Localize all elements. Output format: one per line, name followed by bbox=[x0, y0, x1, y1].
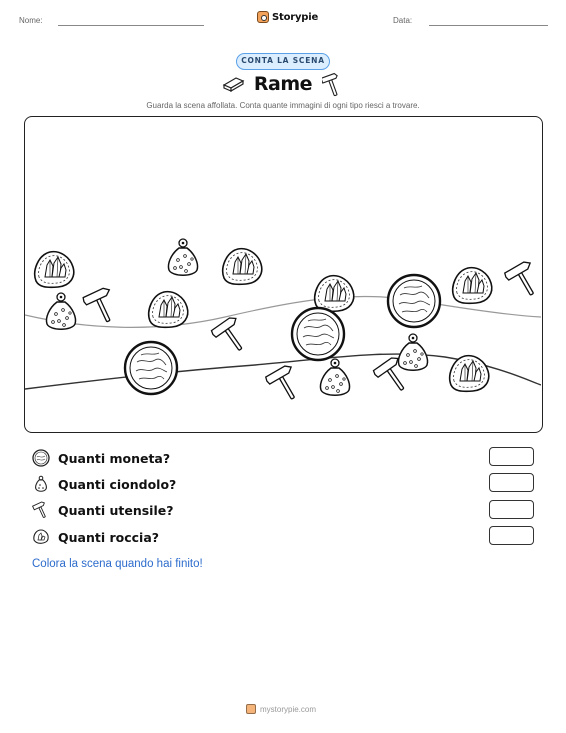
coin-item bbox=[125, 342, 177, 394]
rock-item bbox=[35, 252, 74, 288]
question-text: Quanti ciondolo? bbox=[58, 476, 177, 492]
pendant-item bbox=[320, 359, 349, 395]
pendant-icon bbox=[32, 475, 50, 493]
hammer-icon bbox=[322, 72, 342, 98]
storypie-logo-icon bbox=[246, 704, 256, 714]
name-label: Nome: bbox=[19, 16, 43, 25]
coin-icon bbox=[32, 449, 50, 467]
rock-item bbox=[453, 268, 492, 304]
coin-item bbox=[292, 308, 344, 360]
question-text: Quanti moneta? bbox=[58, 450, 171, 466]
rock-icon bbox=[32, 528, 50, 546]
page-title: Rame bbox=[253, 73, 313, 95]
counting-scene bbox=[24, 116, 543, 433]
date-label: Data: bbox=[393, 16, 413, 25]
question-row-coin bbox=[32, 448, 170, 468]
rock-item bbox=[223, 249, 262, 285]
hammer-item bbox=[265, 364, 305, 406]
footer bbox=[246, 704, 316, 714]
question-text: Quanti utensile? bbox=[58, 502, 174, 518]
hammer-item bbox=[82, 286, 121, 327]
pendant-item bbox=[168, 239, 197, 275]
storypie-logo-icon bbox=[257, 11, 269, 23]
rock-item bbox=[149, 292, 188, 328]
question-row-tool bbox=[32, 500, 173, 520]
coin-item bbox=[388, 275, 440, 327]
question-row-rock bbox=[32, 527, 159, 547]
hammer-item bbox=[211, 315, 252, 357]
name-field[interactable] bbox=[58, 25, 204, 26]
hammer-item bbox=[504, 260, 541, 302]
answer-box-pendant[interactable] bbox=[489, 473, 534, 492]
rock-item bbox=[315, 276, 354, 312]
answer-box-rock[interactable] bbox=[489, 526, 534, 545]
brand-name: Storypie bbox=[272, 11, 319, 23]
rock-item bbox=[450, 356, 489, 392]
footer-url[interactable]: mystorypie.com bbox=[260, 704, 317, 714]
question-row-pendant bbox=[32, 474, 176, 494]
question-text: Quanti roccia? bbox=[58, 529, 160, 545]
answer-box-tool[interactable] bbox=[489, 500, 534, 519]
pendant-item bbox=[46, 293, 75, 329]
brand bbox=[257, 11, 318, 23]
worksheet-badge: CONTA LA SCENA bbox=[236, 53, 330, 70]
answer-box-coin[interactable] bbox=[489, 447, 534, 466]
date-field[interactable] bbox=[429, 25, 548, 26]
coloring-note: Colora la scena quando hai finito! bbox=[32, 558, 203, 570]
instructions: Guarda la scena affollata. Conta quante immagini di ogni tipo riesci a trovare. bbox=[146, 101, 420, 110]
scene-illustration bbox=[25, 117, 541, 431]
hammer-icon bbox=[32, 501, 50, 519]
pendant-item bbox=[398, 334, 427, 370]
